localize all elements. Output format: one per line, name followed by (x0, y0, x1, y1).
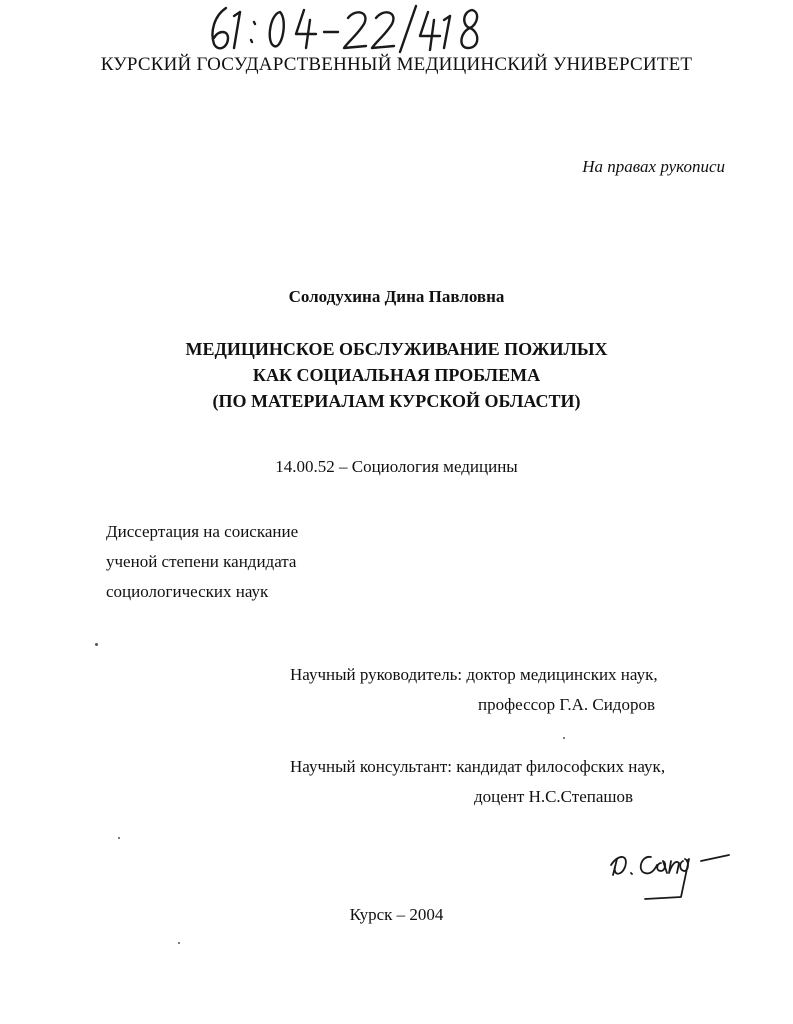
consultant-line: Научный консультант: кандидат философских наук, (290, 757, 666, 776)
degree-statement (106, 517, 298, 607)
dissertation-title (0, 336, 793, 414)
scan-speck (563, 737, 565, 739)
author-name: Солодухина Дина Павловна (288, 287, 505, 306)
consultant-name: доцент Н.С.Степашов (474, 787, 634, 806)
scan-speck (118, 837, 120, 839)
specialty-code: 14.00.52 – Социология медицины (275, 457, 518, 476)
degree-line-1: Диссертация на соискание (106, 522, 299, 541)
scan-speck (95, 643, 98, 646)
title-line-1: МЕДИЦИНСКОЕ ОБСЛУЖИВАНИЕ ПОЖИЛЫХ (185, 339, 608, 359)
city-year: Курск – 2004 (349, 905, 444, 924)
archive-code-drawing (200, 2, 490, 58)
archive-code-handwritten (200, 2, 490, 58)
supervisor-name: профессор Г.А. Сидоров (478, 695, 655, 714)
rights-note: На правах рукописи (582, 157, 725, 176)
signature-drawing (605, 845, 735, 907)
supervisor-line: Научный руководитель: доктор медицинских наук, (290, 665, 658, 684)
degree-line-3: социологических наук (106, 582, 269, 601)
title-line-2: КАК СОЦИАЛЬНАЯ ПРОБЛЕМА (252, 365, 541, 385)
university-name: КУРСКИЙ ГОСУДАРСТВЕННЫЙ МЕДИЦИНСКИЙ УНИВЕРСИТЕТ (100, 54, 693, 75)
scan-speck (178, 942, 180, 944)
degree-line-2: ученой степени кандидата (106, 552, 297, 571)
title-line-3: (ПО МАТЕРИАЛАМ КУРСКОЙ ОБЛАСТИ) (212, 391, 581, 411)
signature (605, 845, 735, 907)
